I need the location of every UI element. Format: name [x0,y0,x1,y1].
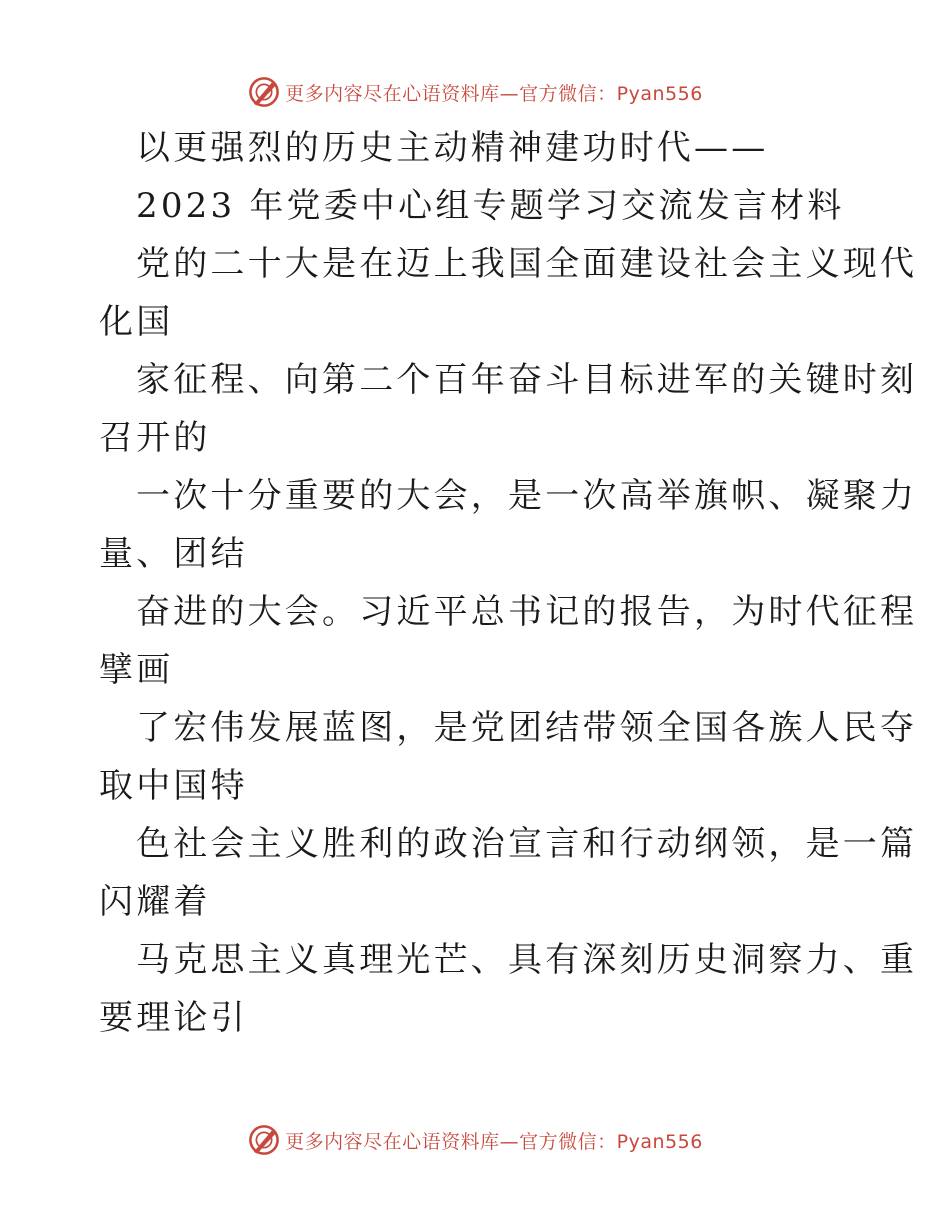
watermark-text: 更多内容尽在心语资料库—官方微信：Pyan556 [285,1130,703,1153]
footer-watermark [0,1120,950,1160]
paragraph-line: 化国 [99,302,174,342]
paragraph-line: 奋进的大会。习近平总书记的报告，为时代征程 [136,592,918,632]
paragraph-line: 色社会主义胜利的政治宣言和行动纲领，是一篇 [136,824,918,864]
paragraph-line: 要理论引 [99,998,248,1038]
watermark-text: 更多内容尽在心语资料库—官方微信：Pyan556 [285,82,703,105]
title-line-2: 2023 年党委中心组专题学习交流发言材料 [136,186,845,226]
title-line-1: 以更强烈的历史主动精神建功时代—— [136,128,769,168]
paragraph-line: 召开的 [99,418,211,458]
pen-seal-icon [247,1123,281,1157]
header-watermark [0,72,950,112]
paragraph-line: 取中国特 [99,766,248,806]
paragraph-line: 闪耀着 [99,882,211,922]
paragraph-line: 了宏伟发展蓝图，是党团结带领全国各族人民夺 [136,708,918,748]
pen-seal-icon [247,75,281,109]
paragraph-line: 马克思主义真理光芒、具有深刻历史洞察力、重 [136,940,918,980]
paragraph-line: 党的二十大是在迈上我国全面建设社会主义现代 [136,244,918,284]
paragraph-line: 量、团结 [99,534,248,574]
paragraph-line: 一次十分重要的大会，是一次高举旗帜、凝聚力 [136,476,918,516]
paragraph-line: 擘画 [99,650,174,690]
paragraph-line: 家征程、向第二个百年奋斗目标进军的关键时刻 [136,360,918,400]
